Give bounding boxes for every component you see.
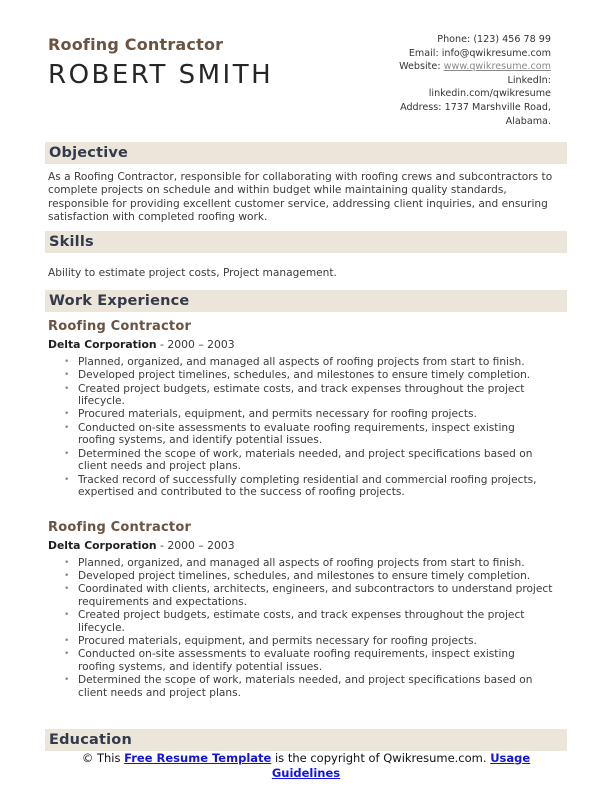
bullet-item: • Determined the scope of work, materials needed, and project specifications based on client needs and project plans. [78, 448, 553, 473]
contact-address-line2 [362, 115, 551, 129]
phone-value: (123) 456 78 99 [473, 34, 551, 45]
footer-middle: is the copyright of Qwikresume.com. [274, 751, 487, 765]
bullet-item: • Planned, organized, and managed all aspects of roofing projects from start to finish. [78, 356, 553, 369]
bullet-item: • Developed project timelines, schedules, and milestones to ensure timely completion. [78, 369, 553, 382]
contact-website [362, 60, 551, 74]
contact-linkedin-value [362, 87, 551, 101]
header [45, 33, 567, 128]
objective-text: As a Roofing Contractor, responsible for collaborating with roofing crews and subcontractors to complete projects on schedule and within budget while maintaining quality standards, responsible for providing excellent customer service, addressing client inquiries, and ensuring satisfaction with completed roofing work. [48, 171, 553, 223]
job-1-meta [48, 338, 567, 351]
phone-label: Phone: [437, 34, 471, 45]
address-value-2: Alabama. [505, 115, 551, 127]
contact-phone [362, 33, 551, 47]
job-1-bullets [48, 356, 553, 499]
job-2-dates: - 2000 – 2003 [160, 538, 235, 552]
contact-info [362, 33, 567, 128]
job-2-bullets [48, 557, 553, 700]
footer [0, 751, 612, 781]
linkedin-label: LinkedIn: [507, 74, 551, 86]
usage-guidelines-link[interactable]: Usage Guidelines [271, 751, 531, 780]
job-2-meta [48, 539, 567, 552]
job-2-title: Roofing Contractor [48, 519, 192, 535]
work-experience-section-bar [45, 290, 567, 312]
bullet-item: • Planned, organized, and managed all aspects of roofing projects from start to finish. [78, 557, 553, 570]
address-value: 1737 Marshville Road, [444, 101, 551, 113]
bullet-item: • Tracked record of successfully completing residential and commercial roofing projects, expertised and contributed to the success of roofing projects. [78, 474, 553, 499]
bullet-item: • Coordinated with clients, architects, engineers, and subcontractors to understand project requirements and expectations. [78, 583, 553, 608]
bullet-item: • Procured materials, equipment, and permits necessary for roofing projects. [78, 635, 553, 648]
skills-heading: Skills [49, 233, 94, 250]
objective-heading: Objective [49, 145, 129, 162]
linkedin-value: linkedin.com/qwikresume [428, 88, 551, 100]
job-entry-1 [45, 319, 567, 499]
email-label: Email: [408, 47, 439, 59]
bullet-item: • Procured materials, equipment, and permits necessary for roofing projects. [78, 408, 553, 421]
job-1-dates: - 2000 – 2003 [160, 338, 235, 352]
email-value: info@qwikresume.com [441, 47, 551, 59]
work-experience-heading: Work Experience [49, 293, 190, 310]
bullet-item: • Conducted on-site assessments to evaluate roofing requirements, inspect existing roofing systems, and identify potential issues. [78, 648, 553, 673]
free-resume-template-link[interactable]: Free Resume Template [124, 751, 272, 765]
education-section-bar [45, 729, 567, 751]
website-link[interactable]: www.qwikresume.com [443, 61, 551, 73]
website-label: Website: [399, 61, 441, 73]
header-job-title: Roofing Contractor [48, 35, 224, 54]
contact-email [362, 47, 551, 61]
objective-section-bar [45, 142, 567, 164]
footer-prefix: © This [81, 751, 121, 765]
job-1-title: Roofing Contractor [48, 319, 192, 335]
bullet-item: • Created project budgets, estimate costs, and track expenses throughout the project lifecycle. [78, 609, 553, 634]
address-label: Address: [400, 101, 442, 113]
bullet-item: • Conducted on-site assessments to evaluate roofing requirements, inspect existing roofing systems, and identify potential issues. [78, 422, 553, 447]
skills-section-bar [45, 231, 567, 253]
contact-linkedin-label [362, 74, 551, 88]
bullet-item: • Determined the scope of work, materials needed, and project specifications based on client needs and project plans. [78, 674, 553, 699]
bullet-item: • Developed project timelines, schedules, and milestones to ensure timely completion. [78, 570, 553, 583]
header-title-block [45, 33, 273, 90]
skills-text: Ability to estimate project costs, Project management. [48, 266, 337, 279]
footer-copyright [81, 751, 531, 781]
contact-address-line1 [362, 101, 551, 115]
education-heading: Education [49, 731, 132, 748]
job-entry-2 [45, 520, 567, 700]
bullet-item: • Created project budgets, estimate costs, and track expenses throughout the project lifecycle. [78, 383, 553, 408]
job-1-company: Delta Corporation [48, 338, 157, 352]
candidate-name: ROBERT SMITH [48, 60, 274, 90]
job-2-company: Delta Corporation [48, 538, 157, 552]
